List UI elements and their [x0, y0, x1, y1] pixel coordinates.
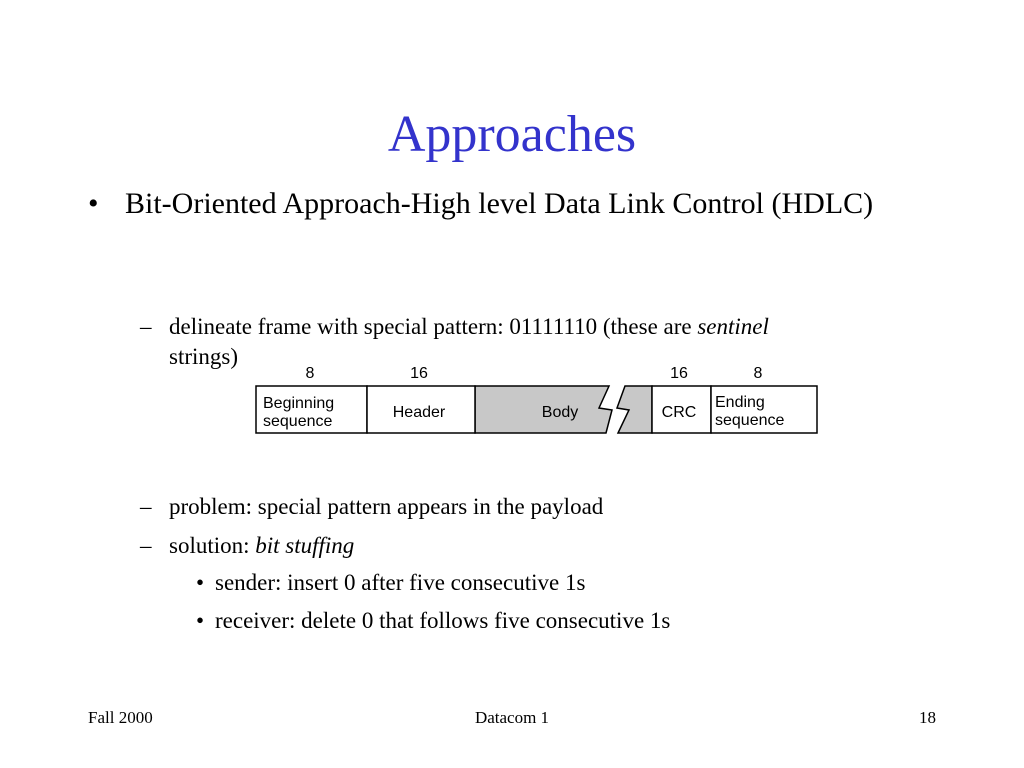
- ending-label-line2: sequence: [715, 412, 785, 429]
- bullet-marker: •: [196, 608, 205, 633]
- beginning-label-line1: Beginning: [263, 395, 335, 412]
- bits-label-header: 16: [410, 365, 428, 382]
- footer-center: Datacom 1: [474, 708, 550, 727]
- sub-sub-bullet-sender-text: sender: insert 0 after five consecutive 1s: [215, 570, 586, 595]
- dash-marker: –: [140, 494, 152, 519]
- dash-marker: –: [140, 314, 152, 339]
- sub-bullet-problem-text: problem: special pattern appears in the payload: [169, 494, 604, 519]
- bullet-hdlc-text: Bit-Oriented Approach-High level Data Link Control (HDLC): [125, 187, 874, 220]
- slide-title: Approaches: [387, 106, 637, 163]
- crc-label: CRC: [661, 404, 697, 421]
- body-field-fragment: [617, 386, 652, 433]
- bullet-marker: •: [88, 187, 99, 220]
- body-label: Body: [541, 404, 579, 421]
- footer-left: Fall 2000: [88, 708, 153, 727]
- bits-label-crc: 16: [670, 365, 688, 382]
- bits-label-beginning: 8: [305, 365, 315, 382]
- footer-page-number: 18: [919, 708, 936, 727]
- bit-stuffing-term: bit stuffing: [255, 533, 355, 558]
- solution-text: solution:: [169, 533, 256, 558]
- sub-bullet-solution-text: [169, 532, 354, 560]
- dash-marker: –: [140, 533, 152, 558]
- sentinel-term: sentinel: [697, 314, 769, 339]
- header-label: Header: [392, 404, 446, 421]
- sub-bullet-delineate-line2: strings): [169, 344, 238, 369]
- sub-sub-bullet-receiver-text: receiver: delete 0 that follows five consecutive 1s: [215, 608, 671, 633]
- bullet-marker: •: [196, 570, 205, 595]
- ending-label-line1: Ending: [715, 394, 765, 411]
- delineate-text: delineate frame with special pattern: 01111110 (these are: [169, 314, 698, 339]
- beginning-label-line2: sequence: [263, 413, 333, 430]
- bits-label-ending: 8: [753, 365, 763, 382]
